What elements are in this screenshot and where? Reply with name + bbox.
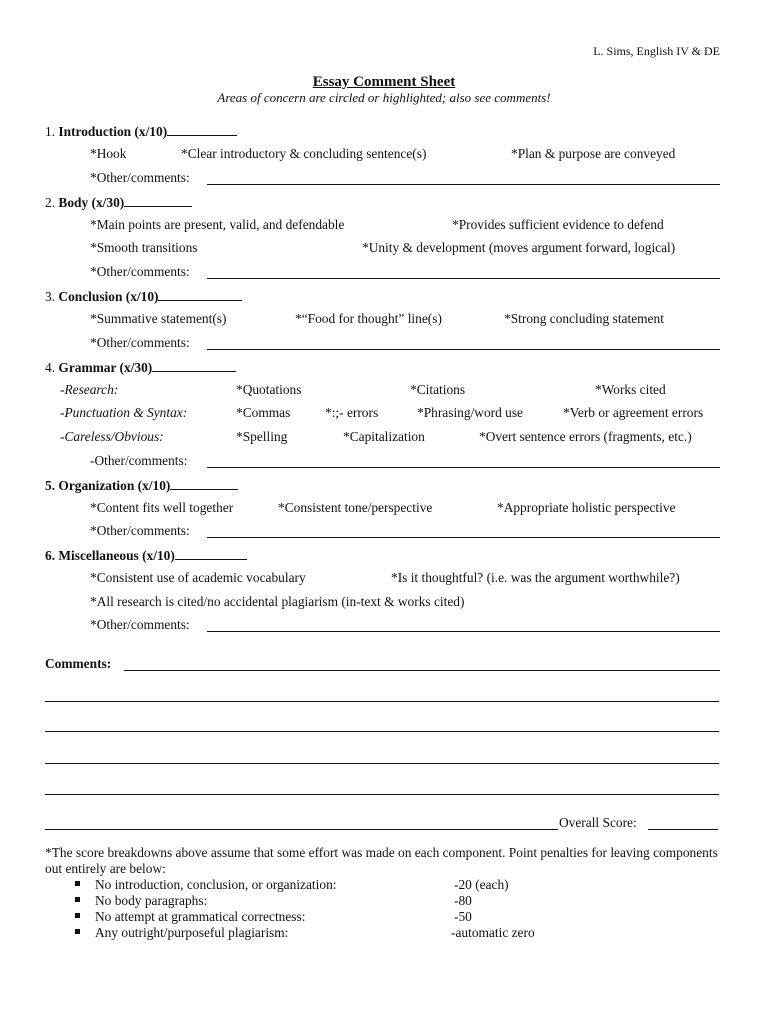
criterion: *Spelling bbox=[236, 429, 288, 444]
page-subtitle: Areas of concern are circled or highlighted; also see comments! bbox=[217, 90, 551, 105]
criterion: *Citations bbox=[410, 382, 466, 397]
category-label: -Careless/Obvious: bbox=[60, 429, 164, 444]
other-comments-row bbox=[0, 335, 768, 353]
other-comments-label: *Other/comments: bbox=[90, 264, 190, 279]
penalty-label: Any outright/purposeful plagiarism: bbox=[95, 925, 289, 940]
penalty-label: No body paragraphs: bbox=[95, 893, 208, 908]
score-blank[interactable] bbox=[124, 193, 192, 207]
comment-blank[interactable] bbox=[207, 265, 720, 279]
section-label: Introduction (x/10) bbox=[58, 124, 168, 139]
criterion: *Overt sentence errors (fragments, etc.) bbox=[479, 429, 692, 444]
criterion: *Commas bbox=[236, 405, 291, 420]
criterion: *Main points are present, valid, and defendable bbox=[90, 217, 345, 232]
criteria-row bbox=[0, 382, 768, 400]
section-label: Organization (x/10) bbox=[58, 478, 171, 493]
other-comments-row bbox=[0, 617, 768, 635]
criterion: *Is it thoughtful? (i.e. was the argument worthwhile?) bbox=[391, 570, 680, 585]
overall-score-blank[interactable] bbox=[648, 816, 718, 830]
other-comments-label: *Other/comments: bbox=[90, 335, 190, 350]
author-line: L. Sims, English IV & DE bbox=[593, 44, 720, 58]
other-comments-label: -Other/comments: bbox=[90, 453, 188, 468]
section-body-heading: 2. Body (x/30) bbox=[0, 193, 768, 211]
criteria-row bbox=[0, 405, 768, 423]
criterion: *Unity & development (moves argument forward, logical) bbox=[362, 240, 676, 255]
page-title: Essay Comment Sheet bbox=[312, 74, 456, 90]
section-miscellaneous-heading: 6. Miscellaneous (x/10) bbox=[0, 546, 768, 564]
comment-blank[interactable] bbox=[207, 171, 720, 185]
other-comments-row bbox=[0, 170, 768, 188]
comments-blank[interactable] bbox=[124, 657, 720, 671]
criteria-row bbox=[0, 594, 768, 612]
comment-blank[interactable] bbox=[207, 524, 720, 538]
other-comments-row bbox=[0, 264, 768, 282]
comment-blank[interactable] bbox=[207, 454, 720, 468]
criterion: *Consistent tone/perspective bbox=[278, 500, 433, 515]
section-label: Miscellaneous (x/10) bbox=[58, 548, 175, 563]
criteria-row bbox=[0, 311, 768, 329]
penalty-value: -80 bbox=[454, 893, 472, 908]
score-note: *The score breakdowns above assume that some effort was made on each component. Point penalties for leaving components out entirely are below: bbox=[45, 845, 718, 876]
criterion: *Works cited bbox=[595, 382, 666, 397]
comment-line[interactable] bbox=[45, 794, 719, 795]
criteria-row bbox=[0, 217, 768, 235]
criterion: *Consistent use of academic vocabulary bbox=[90, 570, 306, 585]
comment-line[interactable] bbox=[45, 816, 558, 830]
criterion: *Strong concluding statement bbox=[504, 311, 664, 326]
score-blank[interactable] bbox=[175, 546, 247, 560]
penalty-item bbox=[0, 877, 768, 893]
square-bullet-icon bbox=[75, 929, 80, 934]
penalty-item bbox=[0, 909, 768, 925]
section-grammar-heading: 4. Grammar (x/30) bbox=[0, 358, 768, 376]
criterion: *Plan & purpose are conveyed bbox=[511, 146, 676, 161]
section-label: Body (x/30) bbox=[58, 195, 125, 210]
score-blank[interactable] bbox=[158, 287, 242, 301]
comment-line[interactable] bbox=[45, 763, 719, 764]
section-label: Grammar (x/30) bbox=[58, 360, 153, 375]
other-comments-label: *Other/comments: bbox=[90, 170, 190, 185]
penalty-item bbox=[0, 925, 768, 941]
criterion: *All research is cited/no accidental plagiarism (in-text & works cited) bbox=[90, 594, 465, 609]
criteria-row bbox=[0, 146, 768, 164]
section-label: Conclusion (x/10) bbox=[58, 289, 159, 304]
other-comments-label: *Other/comments: bbox=[90, 617, 190, 632]
criterion: *Content fits well together bbox=[90, 500, 234, 515]
criteria-row bbox=[0, 570, 768, 588]
criterion: *Phrasing/word use bbox=[417, 405, 524, 420]
criterion: *Quotations bbox=[236, 382, 302, 397]
penalty-value: -automatic zero bbox=[451, 925, 535, 940]
other-comments-row bbox=[0, 523, 768, 541]
criterion: *“Food for thought” line(s) bbox=[295, 311, 442, 326]
criterion: *:;- errors bbox=[325, 405, 379, 420]
overall-score-label: Overall Score: bbox=[559, 815, 637, 830]
penalty-label: No attempt at grammatical correctness: bbox=[95, 909, 306, 924]
penalty-item bbox=[0, 893, 768, 909]
criterion: *Provides sufficient evidence to defend bbox=[452, 217, 664, 232]
comment-line[interactable] bbox=[45, 701, 719, 702]
criterion: *Verb or agreement errors bbox=[563, 405, 704, 420]
score-blank[interactable] bbox=[167, 122, 237, 136]
comment-line[interactable] bbox=[45, 731, 719, 732]
square-bullet-icon bbox=[75, 913, 80, 918]
section-conclusion-heading: 3. Conclusion (x/10) bbox=[0, 287, 768, 305]
criterion: *Hook bbox=[90, 146, 127, 161]
comments-row bbox=[0, 656, 768, 674]
criteria-row bbox=[0, 429, 768, 447]
section-organization-heading: 5. Organization (x/10) bbox=[0, 476, 768, 494]
score-blank[interactable] bbox=[170, 476, 238, 490]
section-introduction-heading: 1. Introduction (x/10) bbox=[0, 122, 768, 140]
square-bullet-icon bbox=[75, 881, 80, 886]
criteria-row bbox=[0, 240, 768, 258]
criterion: *Appropriate holistic perspective bbox=[497, 500, 676, 515]
comments-label: Comments: bbox=[45, 656, 112, 671]
penalty-value: -20 (each) bbox=[454, 877, 509, 892]
criteria-row bbox=[0, 500, 768, 518]
score-blank[interactable] bbox=[152, 358, 236, 372]
criterion: *Summative statement(s) bbox=[90, 311, 227, 326]
criterion: *Smooth transitions bbox=[90, 240, 198, 255]
other-comments-label: *Other/comments: bbox=[90, 523, 190, 538]
criterion: *Clear introductory & concluding sentence(s) bbox=[181, 146, 427, 161]
comment-blank[interactable] bbox=[207, 618, 720, 632]
overall-score-row bbox=[0, 815, 768, 833]
criterion: *Capitalization bbox=[343, 429, 425, 444]
category-label: -Punctuation & Syntax: bbox=[60, 405, 188, 420]
comment-blank[interactable] bbox=[207, 336, 720, 350]
category-label: -Research: bbox=[60, 382, 119, 397]
square-bullet-icon bbox=[75, 897, 80, 902]
penalty-label: No introduction, conclusion, or organization: bbox=[95, 877, 337, 892]
penalty-value: -50 bbox=[454, 909, 472, 924]
other-comments-row bbox=[0, 453, 768, 471]
